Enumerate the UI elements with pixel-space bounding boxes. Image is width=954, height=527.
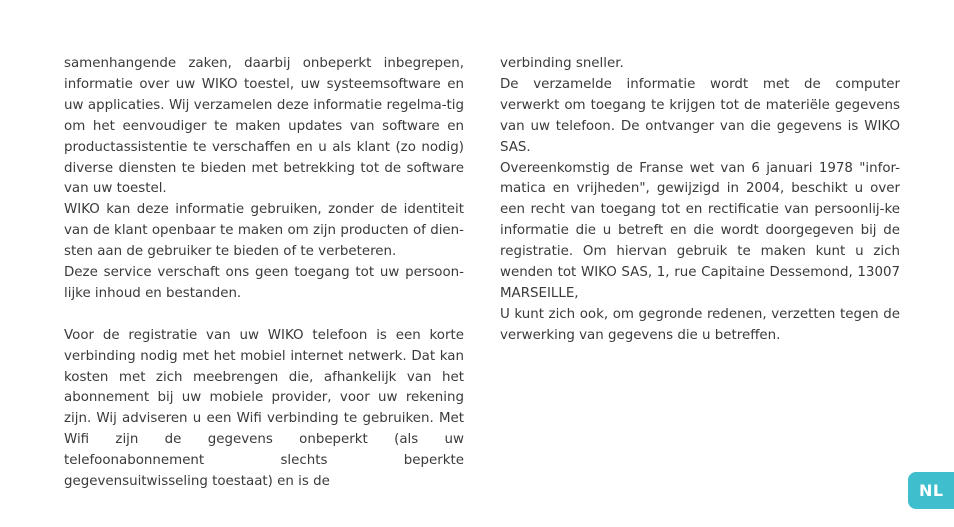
paragraph-no-access: Deze service verschaft ons geen toegang tot uw persoon-lijke inhoud en bestanden. — [64, 265, 464, 301]
language-badge: NL — [908, 472, 954, 509]
left-column — [64, 54, 464, 493]
paragraph-french-law: Overeenkomstig de Franse wet van 6 januari 1978 "infor-matica en vrijheden", gewijzigd in 2004, beschikt u over een recht van toegang tot en rectificatie van persoonlij-ke informatie die u betreft en die wordt doorgegeven bij de registratie. Om hiervan gebruik te maken kunt u zich wenden tot WIKO SAS, 1, rue Capitaine Dessemond, 13007 MARSEILLE, — [500, 160, 900, 301]
paragraph-objection: U kunt zich ook, om gegronde redenen, verzetten tegen de verwerking van gegevens die u betreffen. — [500, 306, 900, 343]
paragraph-software-info: samenhangende zaken, daarbij onbeperkt inbegrepen, informatie over uw WIKO toestel, uw systeemsoftware en uw applicaties. Wij verzamelen deze informatie regelma-tig om het eenvoudiger te maken updates van software en productassistentie te verschaffen en u als klant (zo nodig) diverse diensten te bieden met betrekking tot de software van uw toestel. — [64, 56, 464, 197]
paragraph-registration: Voor de registratie van uw WIKO telefoon is een korte verbinding nodig met het mobiel internet netwerk. Dat kan kosten met zich meebrengen die, afhankelijk van het abonnement bij uw mobiele provider, voor uw rekening zijn. Wij adviseren u een Wifi verbinding te gebruiken. Met Wifi zijn de gegevens onbeperkt (als uw telefoonabonnement slechts beperkte gegevensuitwisseling toestaat) en is de — [64, 327, 464, 490]
paragraph-data-processing: De verzamelde informatie wordt met de computer verwerkt om toegang te krijgen tot de materiële gegevens van uw telefoon. De ontvanger van die gegevens is WIKO SAS. — [500, 76, 900, 155]
paragraph-connection-faster: verbinding sneller. — [500, 56, 624, 71]
right-column — [500, 54, 900, 347]
paragraph-wiko-usage: WIKO kan deze informatie gebruiken, zonder de identiteit van de klant openbaar te maken om zijn producten of dien-sten aan de gebruiker te bieden of te verbeteren. — [64, 202, 464, 260]
paragraph-spacer — [64, 305, 464, 326]
